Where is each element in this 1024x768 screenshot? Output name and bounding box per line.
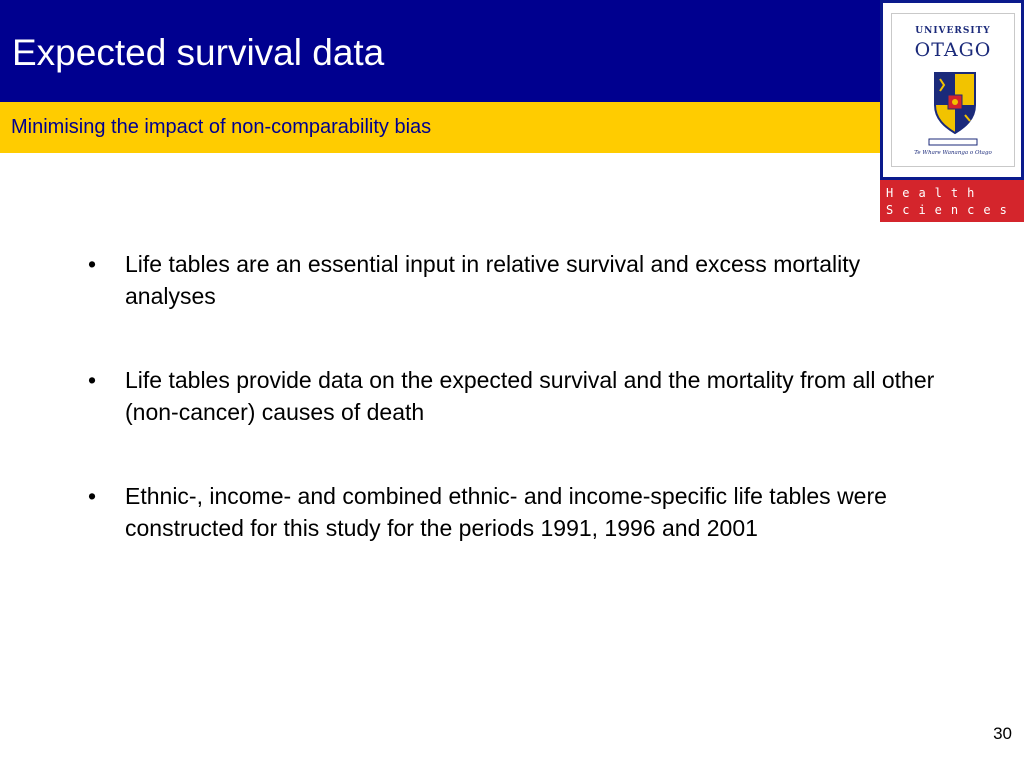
list-item [88, 364, 948, 428]
university-logo [880, 0, 1024, 222]
bullet-text: Life tables are an essential input in relative survival and excess mortality analyses [125, 251, 861, 309]
subtitle-bar [0, 102, 880, 153]
logo-university-text: UNIVERSITY [915, 26, 991, 36]
sciences-text: Sciences [886, 203, 1016, 217]
slide-subtitle: Minimising the impact of non-comparability bias [11, 116, 432, 138]
slide-title: Expected survival data [12, 32, 385, 73]
health-text: Health [886, 186, 984, 200]
page-number: 30 [993, 724, 1012, 743]
title-bar [0, 0, 880, 102]
logo-otago-text: OTAGO [914, 39, 992, 61]
logo-inner [891, 13, 1015, 167]
crest-icon [932, 71, 978, 135]
bullet-text: Ethnic-, income- and combined ethnic- and income-specific life tables were constructed for this study for the periods 1991, 1996 and 2001 [125, 483, 887, 541]
list-item [88, 248, 948, 312]
health-sciences-block [880, 180, 1024, 222]
list-item [88, 480, 948, 544]
crest-scroll-icon [928, 138, 978, 146]
bullet-marker: • [88, 483, 97, 509]
logo-motto: Te Whare Wananga o Otago [914, 150, 992, 156]
bullet-text: Life tables provide data on the expected survival and the mortality from all other (non-cancer) causes of death [125, 367, 935, 425]
bullet-list [88, 248, 948, 596]
bullet-marker: • [88, 251, 97, 277]
bullet-marker: • [88, 367, 97, 393]
logo-frame [880, 0, 1024, 180]
